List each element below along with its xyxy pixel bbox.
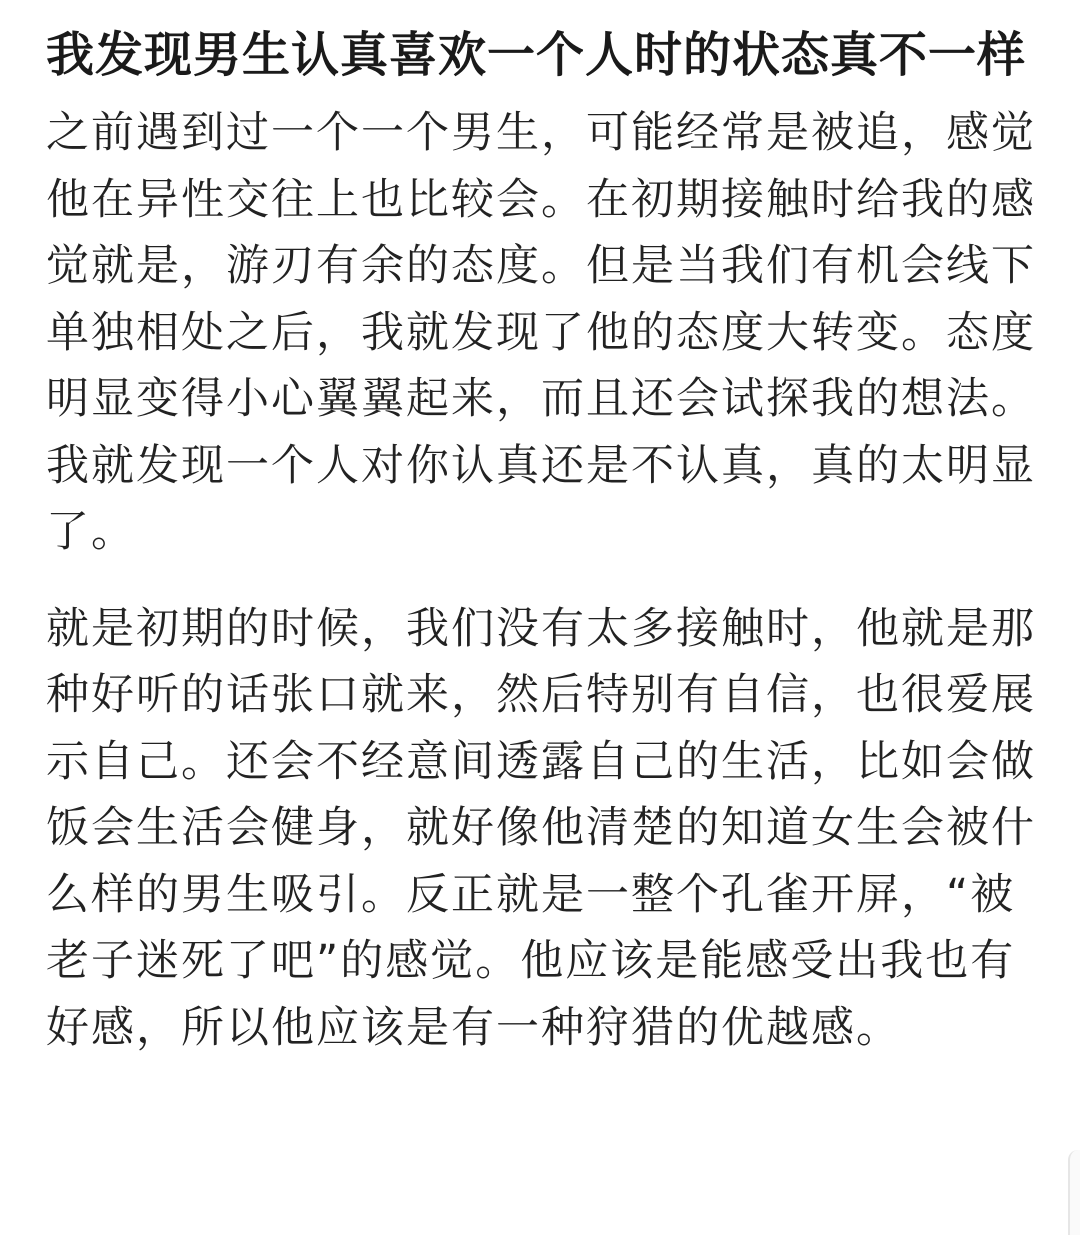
article-paragraph-1: 之前遇到过一个一个男生，可能经常是被追，感觉他在异性交往上也比较会。在初期接触时给我的感觉就是，游刃有余的态度。但是当我们有机会线下单独相处之后，我就发现了他的态度大转变。态度明显变得小心翼翼起来，而且还会试探我的想法。我就发现一个人对你认真还是不认真，真的太明显了。	[46, 108, 1036, 557]
article-title: 我发现男生认真喜欢一个人时的状态真不一样	[46, 27, 1027, 83]
article-paragraph-2: 就是初期的时候，我们没有太多接触时，他就是那种好听的话张口就来，然后特别有自信，也很爱展示自己。还会不经意间透露自己的生活，比如会做饭会生活会健身，就好像他清楚的知道女生会被什么样的男生吸引。反正就是一整个孔雀开屏，“被老子迷死了吧”的感觉。他应该是能感受出我也有好感，所以他应该是有一种狩猎的优越感。	[46, 603, 1036, 1053]
scroll-edge-indicator	[1068, 1150, 1080, 1235]
article	[46, 22, 1036, 1061]
